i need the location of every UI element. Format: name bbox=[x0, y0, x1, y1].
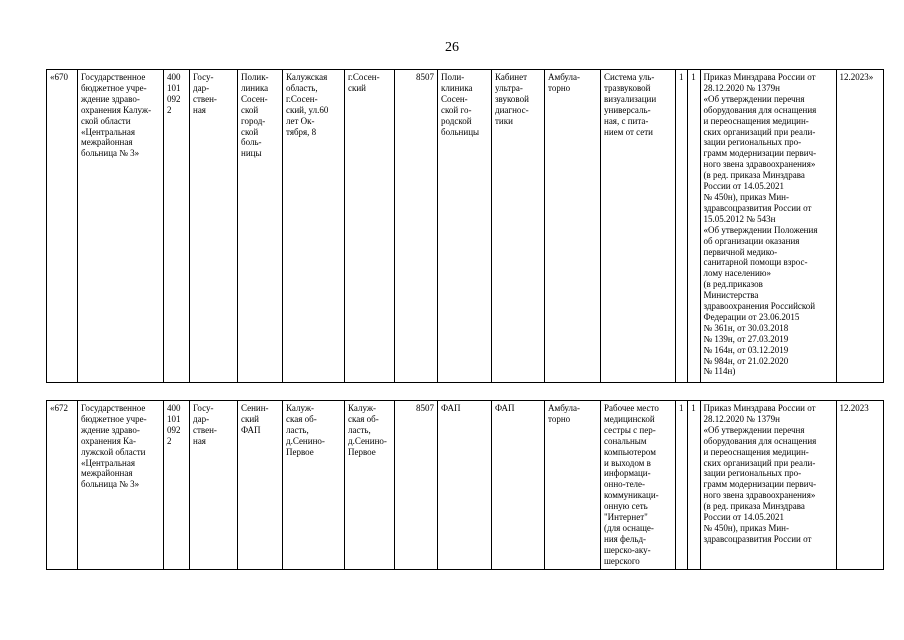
organization-cell: Государственное бюджетное учре- ждение здраво- охранения Ка- лужской области «Центральная межрайонная больница № 3» bbox=[78, 401, 164, 570]
row-number-cell: «670 bbox=[47, 70, 78, 383]
ownership-cell: Госу- дар- ствен- ная bbox=[190, 70, 238, 383]
quantity-cell: 1 bbox=[687, 401, 700, 570]
row-number-cell: «672 bbox=[47, 401, 78, 570]
organization-cell: Государственное бюджетное учре- ждение здраво- охранения Калуж- ской области «Центральная межрайонная больница № 3» bbox=[78, 70, 164, 383]
oktmo-cell: 8507 bbox=[395, 401, 438, 570]
ownership-cell: Госу- дар- ствен- ная bbox=[190, 401, 238, 570]
care-type-cell: Амбула- торно bbox=[545, 70, 601, 383]
locality-cell: Калуж- ская об- ласть, д.Сенино- Первое bbox=[345, 401, 395, 570]
address-cell: Калужская область, г.Сосен- ский, ул.60 лет Ок- тября, 8 bbox=[283, 70, 345, 383]
quantity-cell: 1 bbox=[676, 70, 688, 383]
code-cell: 400 101 092 2 bbox=[164, 70, 190, 383]
legal-basis-cell: Приказ Минздрава России от 28.12.2020 № 1379н «Об утверждении перечня оборудования для оснащения и переоснащения медицин- ских организаций при реали- зации региональных про- грамм модернизации первич- ного звена здравоохранения» (в ред. приказа Минздрава России от 14.05.2021 № 450н), приказ Мин- здравсоцразвития России от bbox=[700, 401, 836, 570]
quantity-cell: 1 bbox=[676, 401, 688, 570]
page-number: 26 bbox=[445, 40, 459, 55]
unit-cell: ФАП bbox=[438, 401, 492, 570]
locality-cell: г.Сосен- ский bbox=[345, 70, 395, 383]
registry-table-row-672 bbox=[46, 400, 884, 570]
date-cell: 12.2023 bbox=[836, 401, 883, 570]
date-cell: 12.2023» bbox=[836, 70, 883, 383]
facility-cell: Полик- линика Сосен- ской город- ской боль- ницы bbox=[238, 70, 283, 383]
unit-cell: Поли- клиника Сосен- ской го- родской больницы bbox=[438, 70, 492, 383]
care-type-cell: Амбула- торно bbox=[545, 401, 601, 570]
room-cell: Кабинет ультра- звуковой диагнос- тики bbox=[492, 70, 545, 383]
oktmo-cell: 8507 bbox=[395, 70, 438, 383]
address-cell: Калуж- ская об- ласть, д.Сенино- Первое bbox=[283, 401, 345, 570]
facility-cell: Сенин- ский ФАП bbox=[238, 401, 283, 570]
quantity-cell: 1 bbox=[687, 70, 700, 383]
legal-basis-cell: Приказ Минздрава России от 28.12.2020 № 1379н «Об утверждении перечня оборудования для оснащения и переоснащения медицин- ских организаций при реали- зации региональных про- грамм модернизации первич- ного звена здравоохранения» (в ред. приказа Минздрава России от 14.05.2021 № 450н), приказ Мин- здравсоцразвития России от 15.05.2012 № 543н «Об утверждении Положения об организации оказания первичной медико- санитарной помощи взрос- лому населению» (в ред.приказов Министерства здравоохранения Российской Федерации от 23.06.2015 № 361н, от 30.03.2018 № 139н, от 27.03.2019 № 164н, от 03.12.2019 № 984н, от 21.02.2020 № 114н) bbox=[700, 70, 836, 383]
equipment-cell: Рабочее место медицинской сестры с пер- сональным компьютером и выходом в информаци- онно-теле- коммуникаци- онную сеть "Интернет" (для оснаще- ния фельд- шерско-аку- шерского bbox=[601, 401, 676, 570]
equipment-cell: Система уль- тразвуковой визуализации универсаль- ная, с пита- нием от сети bbox=[601, 70, 676, 383]
room-cell: ФАП bbox=[492, 401, 545, 570]
table-row bbox=[47, 401, 884, 570]
registry-table-row-670 bbox=[46, 69, 884, 383]
code-cell: 400 101 092 2 bbox=[164, 401, 190, 570]
table-row bbox=[47, 70, 884, 383]
